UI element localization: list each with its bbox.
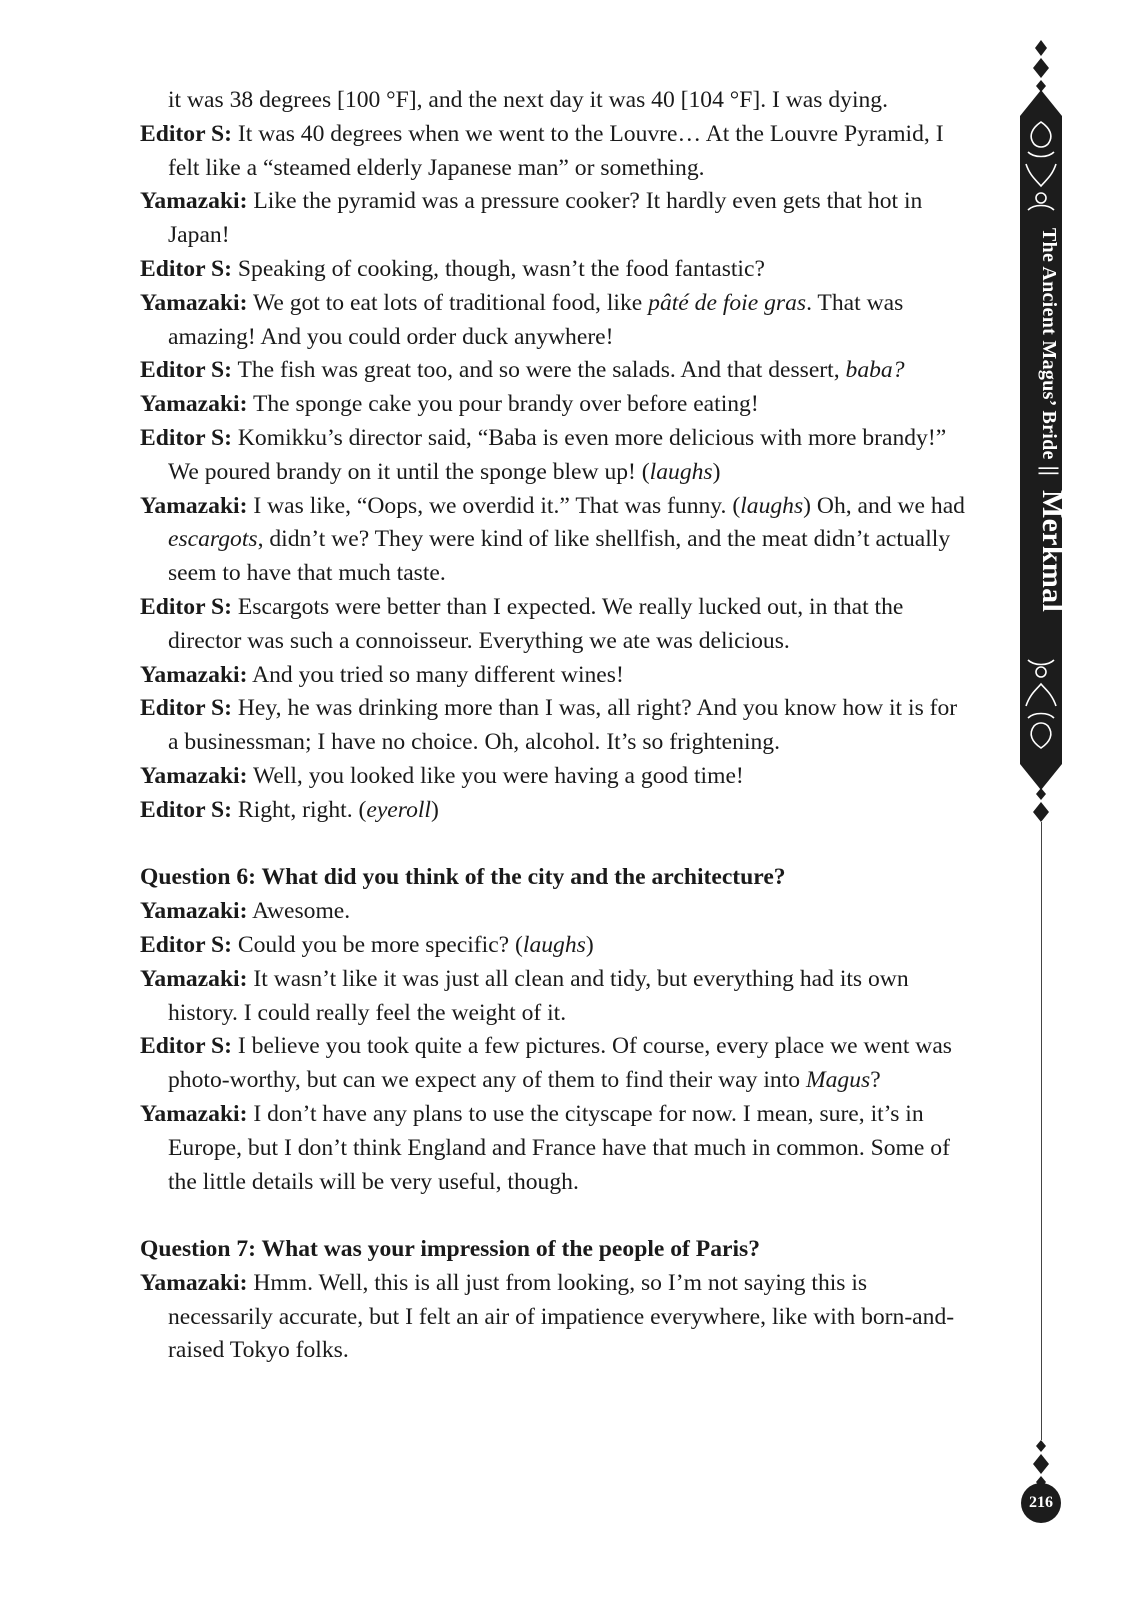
question-heading: Question 7: What was your impression of the people of Paris? bbox=[140, 1236, 761, 1263]
section-title: Merkmal bbox=[1036, 490, 1069, 613]
speaker-label: Yamazaki: bbox=[140, 898, 248, 925]
speaker-label: Yamazaki: bbox=[140, 492, 248, 519]
speaker-label: Editor S: bbox=[140, 255, 232, 282]
speaker-label: Editor S: bbox=[140, 424, 232, 451]
dialogue-line: Editor S: Speaking of cooking, though, wasn’t the food fantastic? bbox=[140, 255, 765, 282]
dialogue-line: Yamazaki: The sponge cake you pour brandy over before eating! bbox=[140, 391, 759, 418]
running-head bbox=[1035, 228, 1069, 612]
dialogue-line: Yamazaki: It wasn’t like it was just all clean and tidy, but everything had its own history. I could really feel the weight of it. bbox=[140, 965, 909, 1026]
dialogue-line: Yamazaki: And you tried so many different wines! bbox=[140, 661, 624, 688]
speaker-label: Yamazaki: bbox=[140, 762, 248, 789]
speaker-label: Yamazaki: bbox=[140, 188, 248, 215]
page-number: 216 bbox=[1029, 1494, 1053, 1511]
dialogue-line: Editor S: Komikku’s director said, “Baba is even more delicious with more brandy!” We poured brandy on it until the sponge blew up! (laughs) bbox=[140, 424, 947, 485]
question-heading: Question 6: What did you think of the city and the architecture? bbox=[140, 864, 786, 891]
section-gap bbox=[140, 1199, 970, 1233]
dialogue-line: Yamazaki: Awesome. bbox=[140, 898, 351, 925]
top-diamond-ornament bbox=[1033, 40, 1049, 92]
dialogue-line: it was 38 degrees [100 °F], and the next day it was 40 [104 °F]. I was dying. bbox=[168, 87, 889, 113]
dialogue-line: Yamazaki: I don’t have any plans to use the cityscape for now. I mean, sure, it’s in Europe, but I don’t think England and France have that much in common. Some of the little details will be very useful, though. bbox=[140, 1100, 950, 1195]
dialogue-line: Editor S: I believe you took quite a few pictures. Of course, every place we went was photo-worthy, but can we expect any of them to find their way into Magus? bbox=[140, 1033, 952, 1094]
bottom-diamond-ornament bbox=[1033, 1440, 1049, 1488]
dialogue-line: Yamazaki: Like the pyramid was a pressure cooker? It hardly even gets that hot in Japan! bbox=[140, 188, 923, 249]
mid-diamond-ornament bbox=[1033, 788, 1049, 822]
book-title: The Ancient Magus’ Bride bbox=[1038, 227, 1060, 460]
speaker-label: Editor S: bbox=[140, 593, 232, 620]
article-body bbox=[140, 84, 970, 1368]
speaker-label: Yamazaki: bbox=[140, 661, 248, 688]
dialogue-line: Editor S: The fish was great too, and so were the salads. And that dessert, baba? bbox=[140, 357, 905, 384]
speaker-label: Editor S: bbox=[140, 357, 232, 384]
dialogue-line: Editor S: It was 40 degrees when we went to the Louvre… At the Louvre Pyramid, I felt like a “steamed elderly Japanese man” or something. bbox=[140, 120, 944, 181]
dialogue-line: Yamazaki: I was like, “Oops, we overdid it.” That was funny. (laughs) Oh, and we had escargots, didn’t we? They were kind of like shellfish, and the meat didn’t actually seem to have that much taste. bbox=[140, 492, 965, 587]
dialogue-line: Editor S: Hey, he was drinking more than I was, all right? And you know how it is for a businessman; I have no choice. Oh, alcohol. It’s so frightening. bbox=[140, 695, 958, 756]
dialogue-line: Yamazaki: Hmm. Well, this is all just from looking, so I’m not saying this is necessarily accurate, but I felt an air of impatience everywhere, like with born-and-raised Tokyo folks. bbox=[140, 1269, 955, 1364]
dialogue-line: Yamazaki: Well, you looked like you were having a good time! bbox=[140, 762, 744, 789]
speaker-label: Yamazaki: bbox=[140, 289, 248, 316]
speaker-label: Yamazaki: bbox=[140, 965, 248, 992]
speaker-label: Editor S: bbox=[140, 796, 232, 823]
dialogue-line: Editor S: Could you be more specific? (laughs) bbox=[140, 931, 594, 958]
title-separator: || bbox=[1038, 465, 1063, 477]
speaker-label: Yamazaki: bbox=[140, 391, 248, 418]
speaker-label: Editor S: bbox=[140, 931, 232, 958]
dialogue-line: Yamazaki: We got to eat lots of traditional food, like pâté de foie gras. That was amazing! And you could order duck anywhere! bbox=[140, 289, 904, 350]
speaker-label: Editor S: bbox=[140, 120, 232, 147]
vertical-rule bbox=[1041, 822, 1042, 1440]
dialogue-line: Editor S: Escargots were better than I expected. We really lucked out, in that the director was such a connoisseur. Everything we ate was delicious. bbox=[140, 593, 904, 654]
dialogue-line: Editor S: Right, right. (eyeroll) bbox=[140, 796, 439, 823]
speaker-label: Yamazaki: bbox=[140, 1100, 248, 1127]
section-gap bbox=[140, 828, 970, 862]
speaker-label: Yamazaki: bbox=[140, 1269, 248, 1296]
speaker-label: Editor S: bbox=[140, 1033, 232, 1060]
speaker-label: Editor S: bbox=[140, 695, 232, 722]
